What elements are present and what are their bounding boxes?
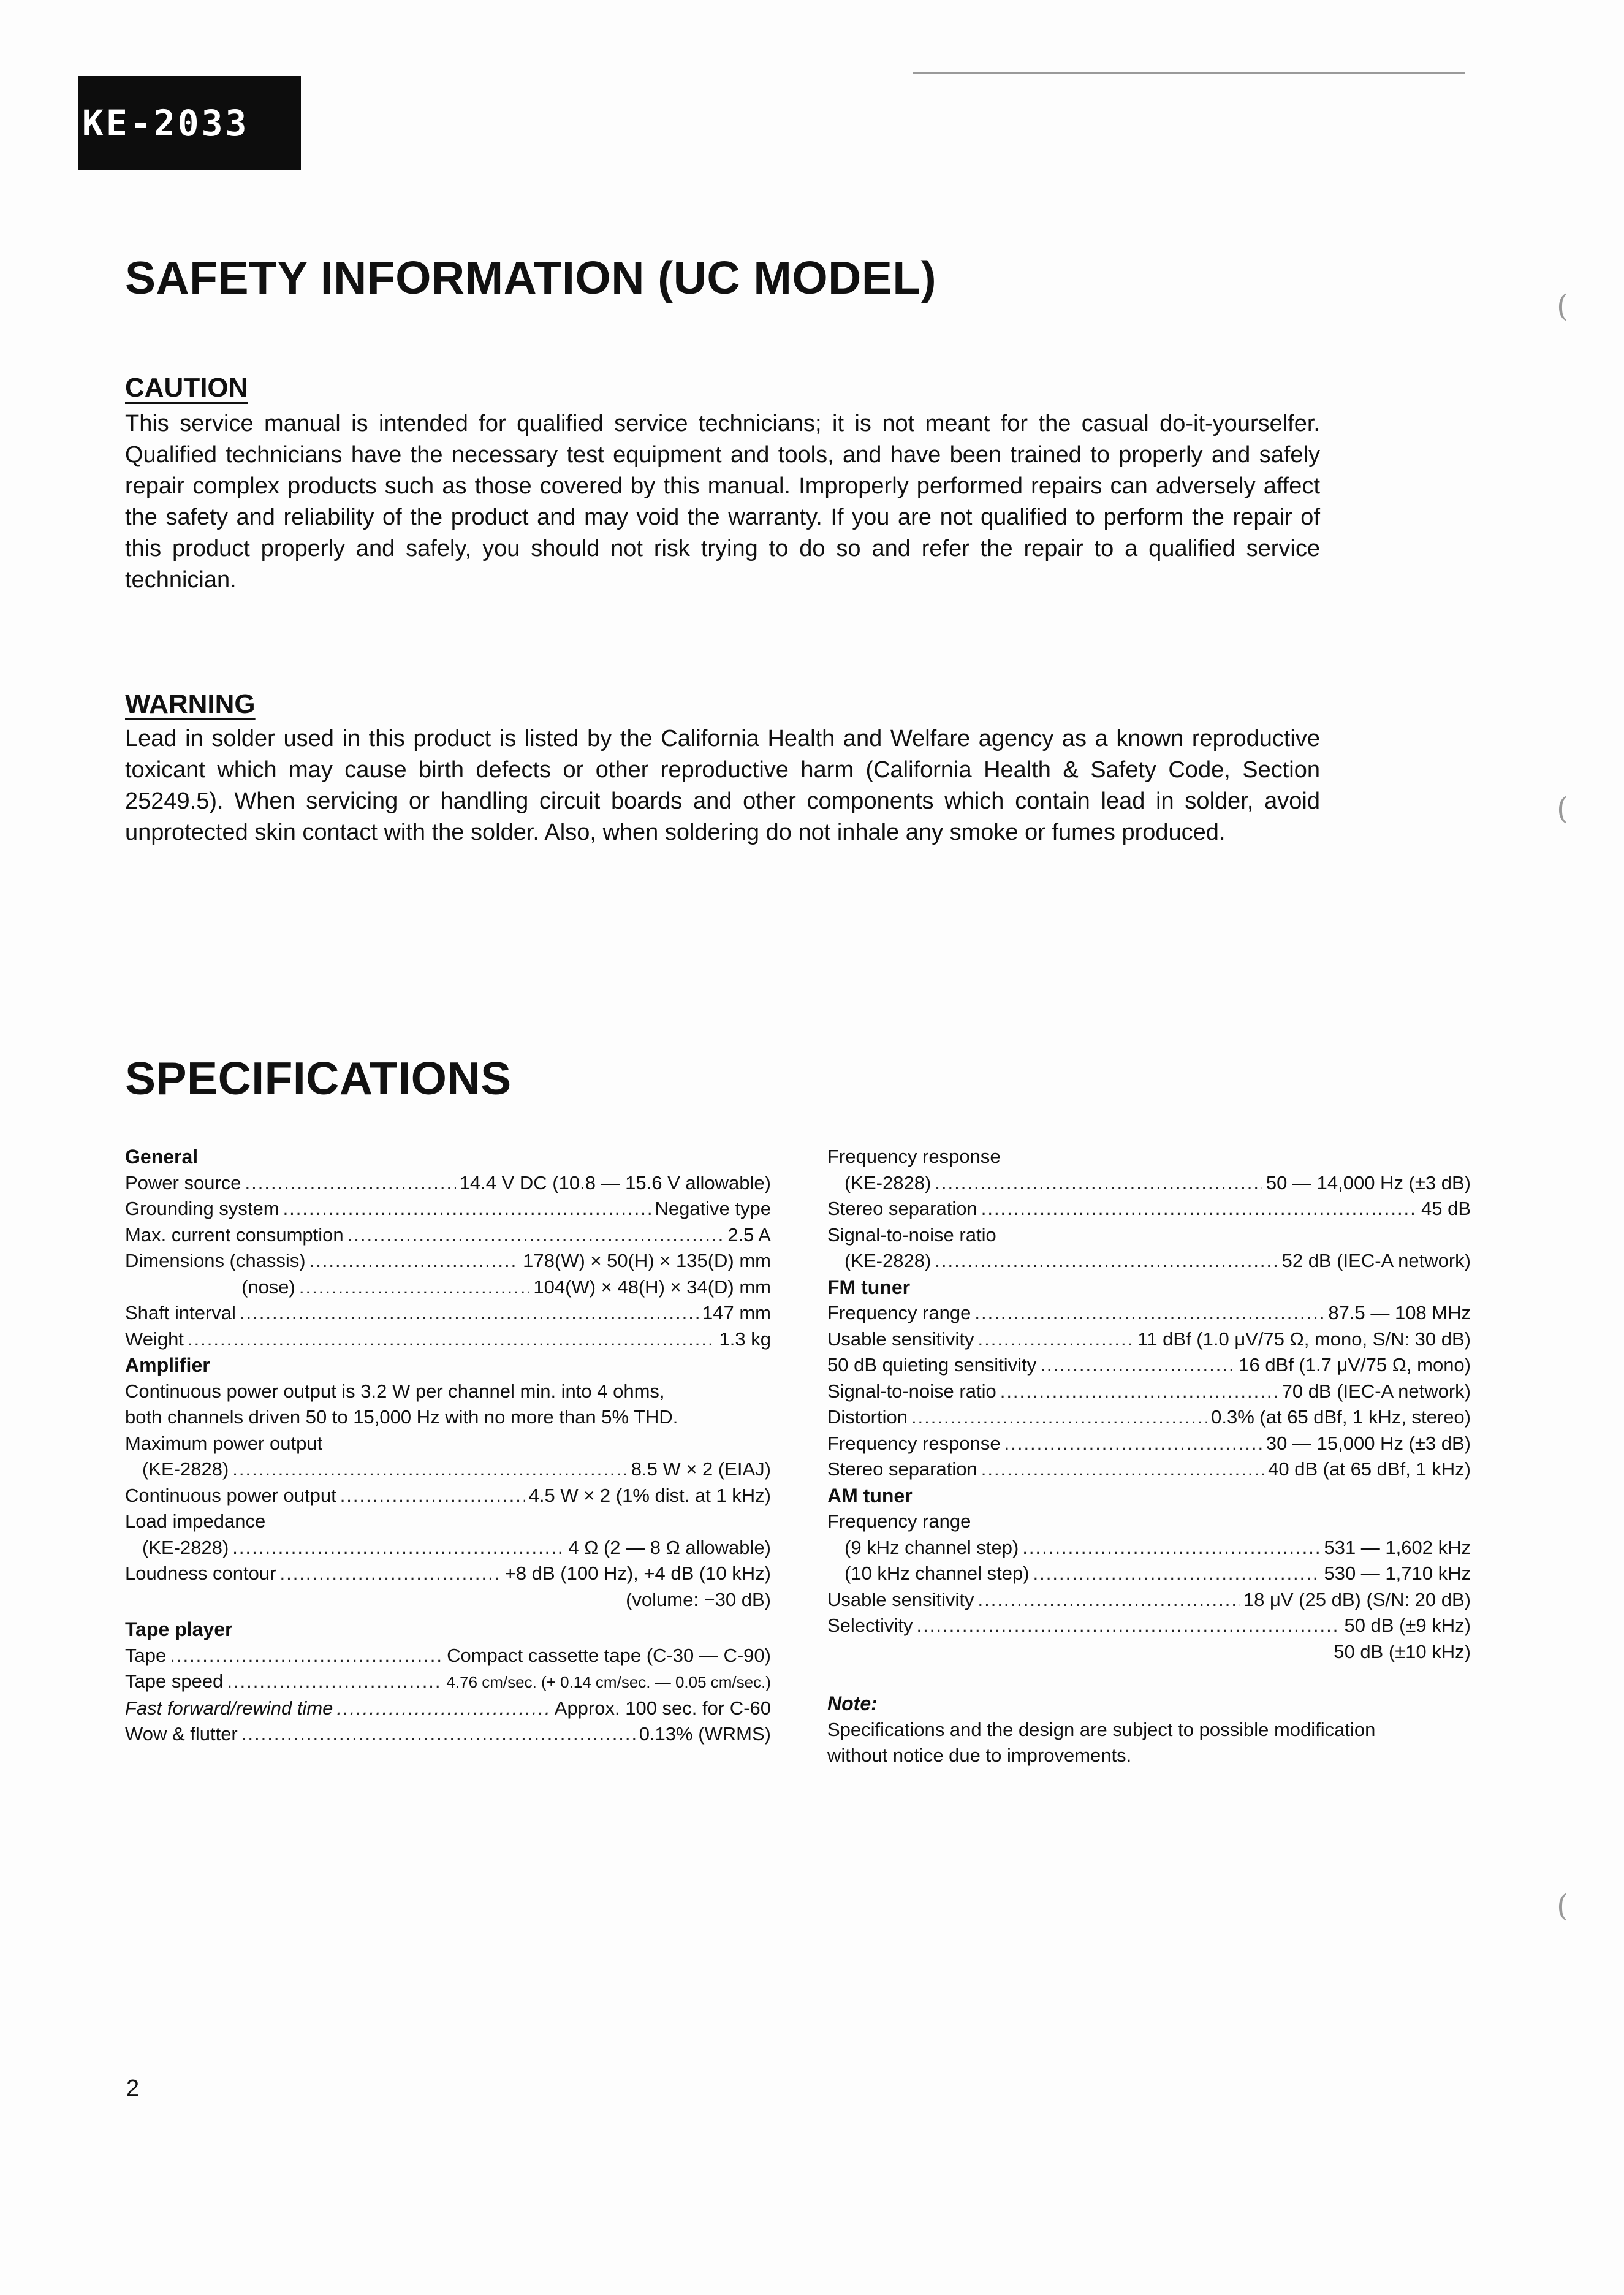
leader-dots xyxy=(977,1587,1239,1613)
leader-dots xyxy=(241,1721,636,1748)
spec-value: 45 dB xyxy=(1421,1198,1471,1219)
margin-mark: ( xyxy=(1557,1888,1569,1924)
am-range-label: Frequency range xyxy=(827,1510,971,1532)
leader-dots xyxy=(347,1222,724,1249)
spec-row-continuous-power xyxy=(125,1483,771,1509)
leader-dots xyxy=(232,1535,564,1561)
spec-row-fm-quieting xyxy=(827,1352,1471,1379)
spec-key: Signal-to-noise ratio xyxy=(827,1380,996,1402)
spec-row-power-source xyxy=(125,1170,771,1197)
spec-key: Dimensions (chassis) xyxy=(125,1250,306,1271)
spec-value: 104(W) × 48(H) × 34(D) mm xyxy=(533,1276,771,1298)
leader-dots xyxy=(170,1643,443,1669)
leader-dots xyxy=(935,1248,1278,1274)
spec-value: 30 — 15,000 Hz (±3 dB) xyxy=(1265,1432,1471,1454)
spec-value: 52 dB (IEC-A network) xyxy=(1281,1250,1471,1271)
leader-dots xyxy=(1000,1379,1278,1405)
specs-right-column xyxy=(827,1144,1471,1769)
spec-key: (KE-2828) xyxy=(844,1171,932,1193)
spec-value: 16 dBf (1.7 μV/75 Ω, mono) xyxy=(1239,1354,1471,1376)
spec-key: (KE-2828) xyxy=(844,1250,932,1271)
note-text-line2: without notice due to improvements. xyxy=(827,1745,1132,1766)
spec-row-stereo-separation xyxy=(827,1196,1471,1222)
caution-heading: CAUTION xyxy=(125,373,248,403)
spec-row-load-impedance xyxy=(125,1535,771,1561)
spec-row-snr xyxy=(827,1248,1471,1274)
spec-key: (nose) xyxy=(241,1276,295,1298)
spec-key: Continuous power output xyxy=(125,1484,336,1506)
spec-row-dimensions-chassis xyxy=(125,1248,771,1274)
spec-key: Fast forward/rewind time xyxy=(125,1697,333,1719)
spec-key: Selectivity xyxy=(827,1615,913,1636)
loudness-volume: (volume: −30 dB) xyxy=(626,1588,771,1610)
leader-dots xyxy=(299,1274,530,1301)
spec-key: Frequency response xyxy=(827,1432,1001,1454)
spec-key: 50 dB quieting sensitivity xyxy=(827,1354,1037,1376)
spec-key: Usable sensitivity xyxy=(827,1328,974,1350)
spec-key: Max. current consumption xyxy=(125,1224,344,1246)
spec-key: Stereo separation xyxy=(827,1458,977,1480)
amplifier-note-line2: both channels driven 50 to 15,000 Hz with no more than 5% THD. xyxy=(125,1406,678,1428)
leader-dots xyxy=(245,1170,456,1197)
load-impedance-label: Load impedance xyxy=(125,1510,266,1532)
spec-row-dimensions-nose xyxy=(125,1274,771,1301)
spec-row-shaft xyxy=(125,1300,771,1326)
spec-key: Power source xyxy=(125,1171,241,1193)
spec-value: 50 — 14,000 Hz (±3 dB) xyxy=(1265,1171,1471,1193)
spec-key: (10 kHz channel step) xyxy=(844,1562,1030,1584)
margin-mark: ( xyxy=(1557,288,1569,324)
leader-dots xyxy=(309,1248,520,1274)
section-tape-player: Tape player xyxy=(125,1618,233,1640)
spec-row-grounding xyxy=(125,1196,771,1222)
spec-key: Distortion xyxy=(827,1406,908,1428)
warning-text: Lead in solder used in this product is listed by the California Health and Welfare agency as a known reproductive toxicant which may cause birth defects or other reproductive harm (California Health & Safety Code, Section 25249.5). When servicing or handling circuit boards and other components which contain lead in solder, avoid unprotected skin contact with the solder. Also, when soldering do not inhale any smoke or fumes produced. xyxy=(125,726,1320,845)
leader-dots xyxy=(340,1483,525,1509)
spec-value: Negative type xyxy=(655,1198,771,1219)
model-tag xyxy=(78,76,301,170)
spec-row-tape xyxy=(125,1643,771,1669)
spec-value: 1.3 kg xyxy=(719,1328,771,1350)
spec-key: Wow & flutter xyxy=(125,1723,238,1745)
amplifier-note-line1: Continuous power output is 3.2 W per channel min. into 4 ohms, xyxy=(125,1380,665,1402)
leader-dots xyxy=(917,1613,1341,1639)
note-text-line1: Specifications and the design are subject to possible modification xyxy=(827,1718,1376,1740)
leader-dots xyxy=(981,1456,1264,1483)
spec-value: 531 — 1,602 kHz xyxy=(1324,1536,1471,1558)
spec-row-am-9khz xyxy=(827,1535,1471,1561)
leader-dots xyxy=(974,1300,1324,1326)
spec-row-frequency-response xyxy=(827,1170,1471,1197)
spec-row-max-power xyxy=(125,1456,771,1483)
spec-key: Shaft interval xyxy=(125,1302,236,1323)
spec-row-fast-forward xyxy=(125,1696,771,1722)
page-number: 2 xyxy=(126,2076,140,2101)
am-selectivity-extra: 50 dB (±10 kHz) xyxy=(1334,1640,1471,1662)
spec-value: 2.5 A xyxy=(727,1224,771,1246)
leader-dots xyxy=(227,1669,442,1695)
caution-text: This service manual is intended for qualified service technicians; it is not meant for the casual do-it-yourselfer. Qualified technicians have the necessary test equipment and tools, and have been trained to properly and safely repair complex products such as those covered by this manual. Improperly performed repairs can adversely affect the safety and reliability of the product and may void the warranty. If you are not qualified to perform the repair of this product properly and safely, you should not risk trying to do so and refer the repair to a qualified service technician. xyxy=(125,411,1320,593)
safety-title: SAFETY INFORMATION (UC MODEL) xyxy=(125,252,937,303)
model-number: KE-2033 xyxy=(82,102,249,144)
spec-value: 70 dB (IEC-A network) xyxy=(1281,1380,1471,1402)
spec-row-fm-frequency-response xyxy=(827,1431,1471,1457)
spec-row-am-usable xyxy=(827,1587,1471,1613)
spec-key: (KE-2828) xyxy=(142,1458,229,1480)
spec-value: 14.4 V DC (10.8 — 15.6 V allowable) xyxy=(459,1171,771,1193)
spec-value: +8 dB (100 Hz), +4 dB (10 kHz) xyxy=(504,1562,771,1584)
spec-row-fm-snr xyxy=(827,1379,1471,1405)
spec-key: Tape speed xyxy=(125,1670,224,1692)
spec-key: Weight xyxy=(125,1328,184,1350)
spec-value: 4 Ω (2 — 8 Ω allowable) xyxy=(568,1536,771,1558)
spec-row-loudness xyxy=(125,1561,771,1587)
snr-label: Signal-to-noise ratio xyxy=(827,1224,996,1246)
leader-dots xyxy=(336,1696,550,1722)
spec-key: (KE-2828) xyxy=(142,1536,229,1558)
leader-dots xyxy=(935,1170,1262,1197)
frequency-response-label: Frequency response xyxy=(827,1146,1001,1167)
max-power-label: Maximum power output xyxy=(125,1432,323,1454)
spec-value: 4.5 W × 2 (1% dist. at 1 kHz) xyxy=(528,1484,771,1506)
section-amplifier: Amplifier xyxy=(125,1354,210,1376)
spec-value: 530 — 1,710 kHz xyxy=(1324,1562,1471,1584)
specifications-title: SPECIFICATIONS xyxy=(125,1052,512,1104)
spec-key: Stereo separation xyxy=(827,1198,977,1219)
spec-key: Frequency range xyxy=(827,1302,971,1323)
leader-dots xyxy=(1004,1431,1262,1457)
spec-row-tape-speed xyxy=(125,1669,771,1696)
leader-dots xyxy=(1033,1561,1321,1587)
spec-key: Tape xyxy=(125,1644,167,1666)
spec-value: 0.3% (at 65 dBf, 1 kHz, stereo) xyxy=(1211,1406,1471,1428)
spec-key: Grounding system xyxy=(125,1198,279,1219)
spec-row-fm-distortion xyxy=(827,1404,1471,1431)
leader-dots xyxy=(279,1561,501,1587)
spec-row-max-current xyxy=(125,1222,771,1249)
warning-heading: WARNING xyxy=(125,689,256,719)
leader-dots xyxy=(977,1326,1134,1353)
spec-value: 87.5 — 108 MHz xyxy=(1328,1302,1471,1323)
leader-dots xyxy=(232,1456,627,1483)
spec-value: 11 dBf (1.0 μV/75 Ω, mono, S/N: 30 dB) xyxy=(1137,1328,1471,1350)
spec-value: 50 dB (±9 kHz) xyxy=(1344,1615,1471,1636)
spec-value: 18 μV (25 dB) (S/N: 20 dB) xyxy=(1243,1588,1471,1610)
leader-dots xyxy=(283,1196,651,1222)
section-am-tuner: AM tuner xyxy=(827,1484,913,1507)
margin-mark: ( xyxy=(1557,791,1569,826)
specs-left-column xyxy=(125,1144,771,1748)
spec-value: 0.13% (WRMS) xyxy=(639,1723,771,1745)
section-fm-tuner: FM tuner xyxy=(827,1276,911,1298)
spec-row-fm-usable xyxy=(827,1326,1471,1353)
spec-value: 147 mm xyxy=(702,1302,771,1323)
section-general: General xyxy=(125,1146,199,1168)
spec-key: Loudness contour xyxy=(125,1562,276,1584)
spec-row-weight xyxy=(125,1326,771,1353)
spec-row-am-selectivity xyxy=(827,1613,1471,1639)
spec-value: Approx. 100 sec. for C-60 xyxy=(554,1697,771,1719)
spec-value: 178(W) × 50(H) × 135(D) mm xyxy=(523,1250,771,1271)
note-heading: Note: xyxy=(827,1692,878,1715)
top-rule xyxy=(913,72,1465,74)
leader-dots xyxy=(911,1404,1207,1431)
leader-dots xyxy=(240,1300,699,1326)
spec-row-fm-separation xyxy=(827,1456,1471,1483)
spec-row-wow-flutter xyxy=(125,1721,771,1748)
leader-dots xyxy=(981,1196,1417,1222)
spec-value: Compact cassette tape (C-30 — C-90) xyxy=(447,1644,771,1666)
spec-value: 4.76 cm/sec. (+ 0.14 cm/sec. — 0.05 cm/sec.) xyxy=(446,1673,771,1691)
spec-key: (9 kHz channel step) xyxy=(844,1536,1019,1558)
spec-row-am-10khz xyxy=(827,1561,1471,1587)
leader-dots xyxy=(1040,1352,1235,1379)
leader-dots xyxy=(188,1326,716,1353)
spec-value: 8.5 W × 2 (EIAJ) xyxy=(631,1458,771,1480)
leader-dots xyxy=(1022,1535,1320,1561)
spec-value: 40 dB (at 65 dBf, 1 kHz) xyxy=(1268,1458,1471,1480)
spec-row-fm-range xyxy=(827,1300,1471,1326)
spec-key: Usable sensitivity xyxy=(827,1588,974,1610)
